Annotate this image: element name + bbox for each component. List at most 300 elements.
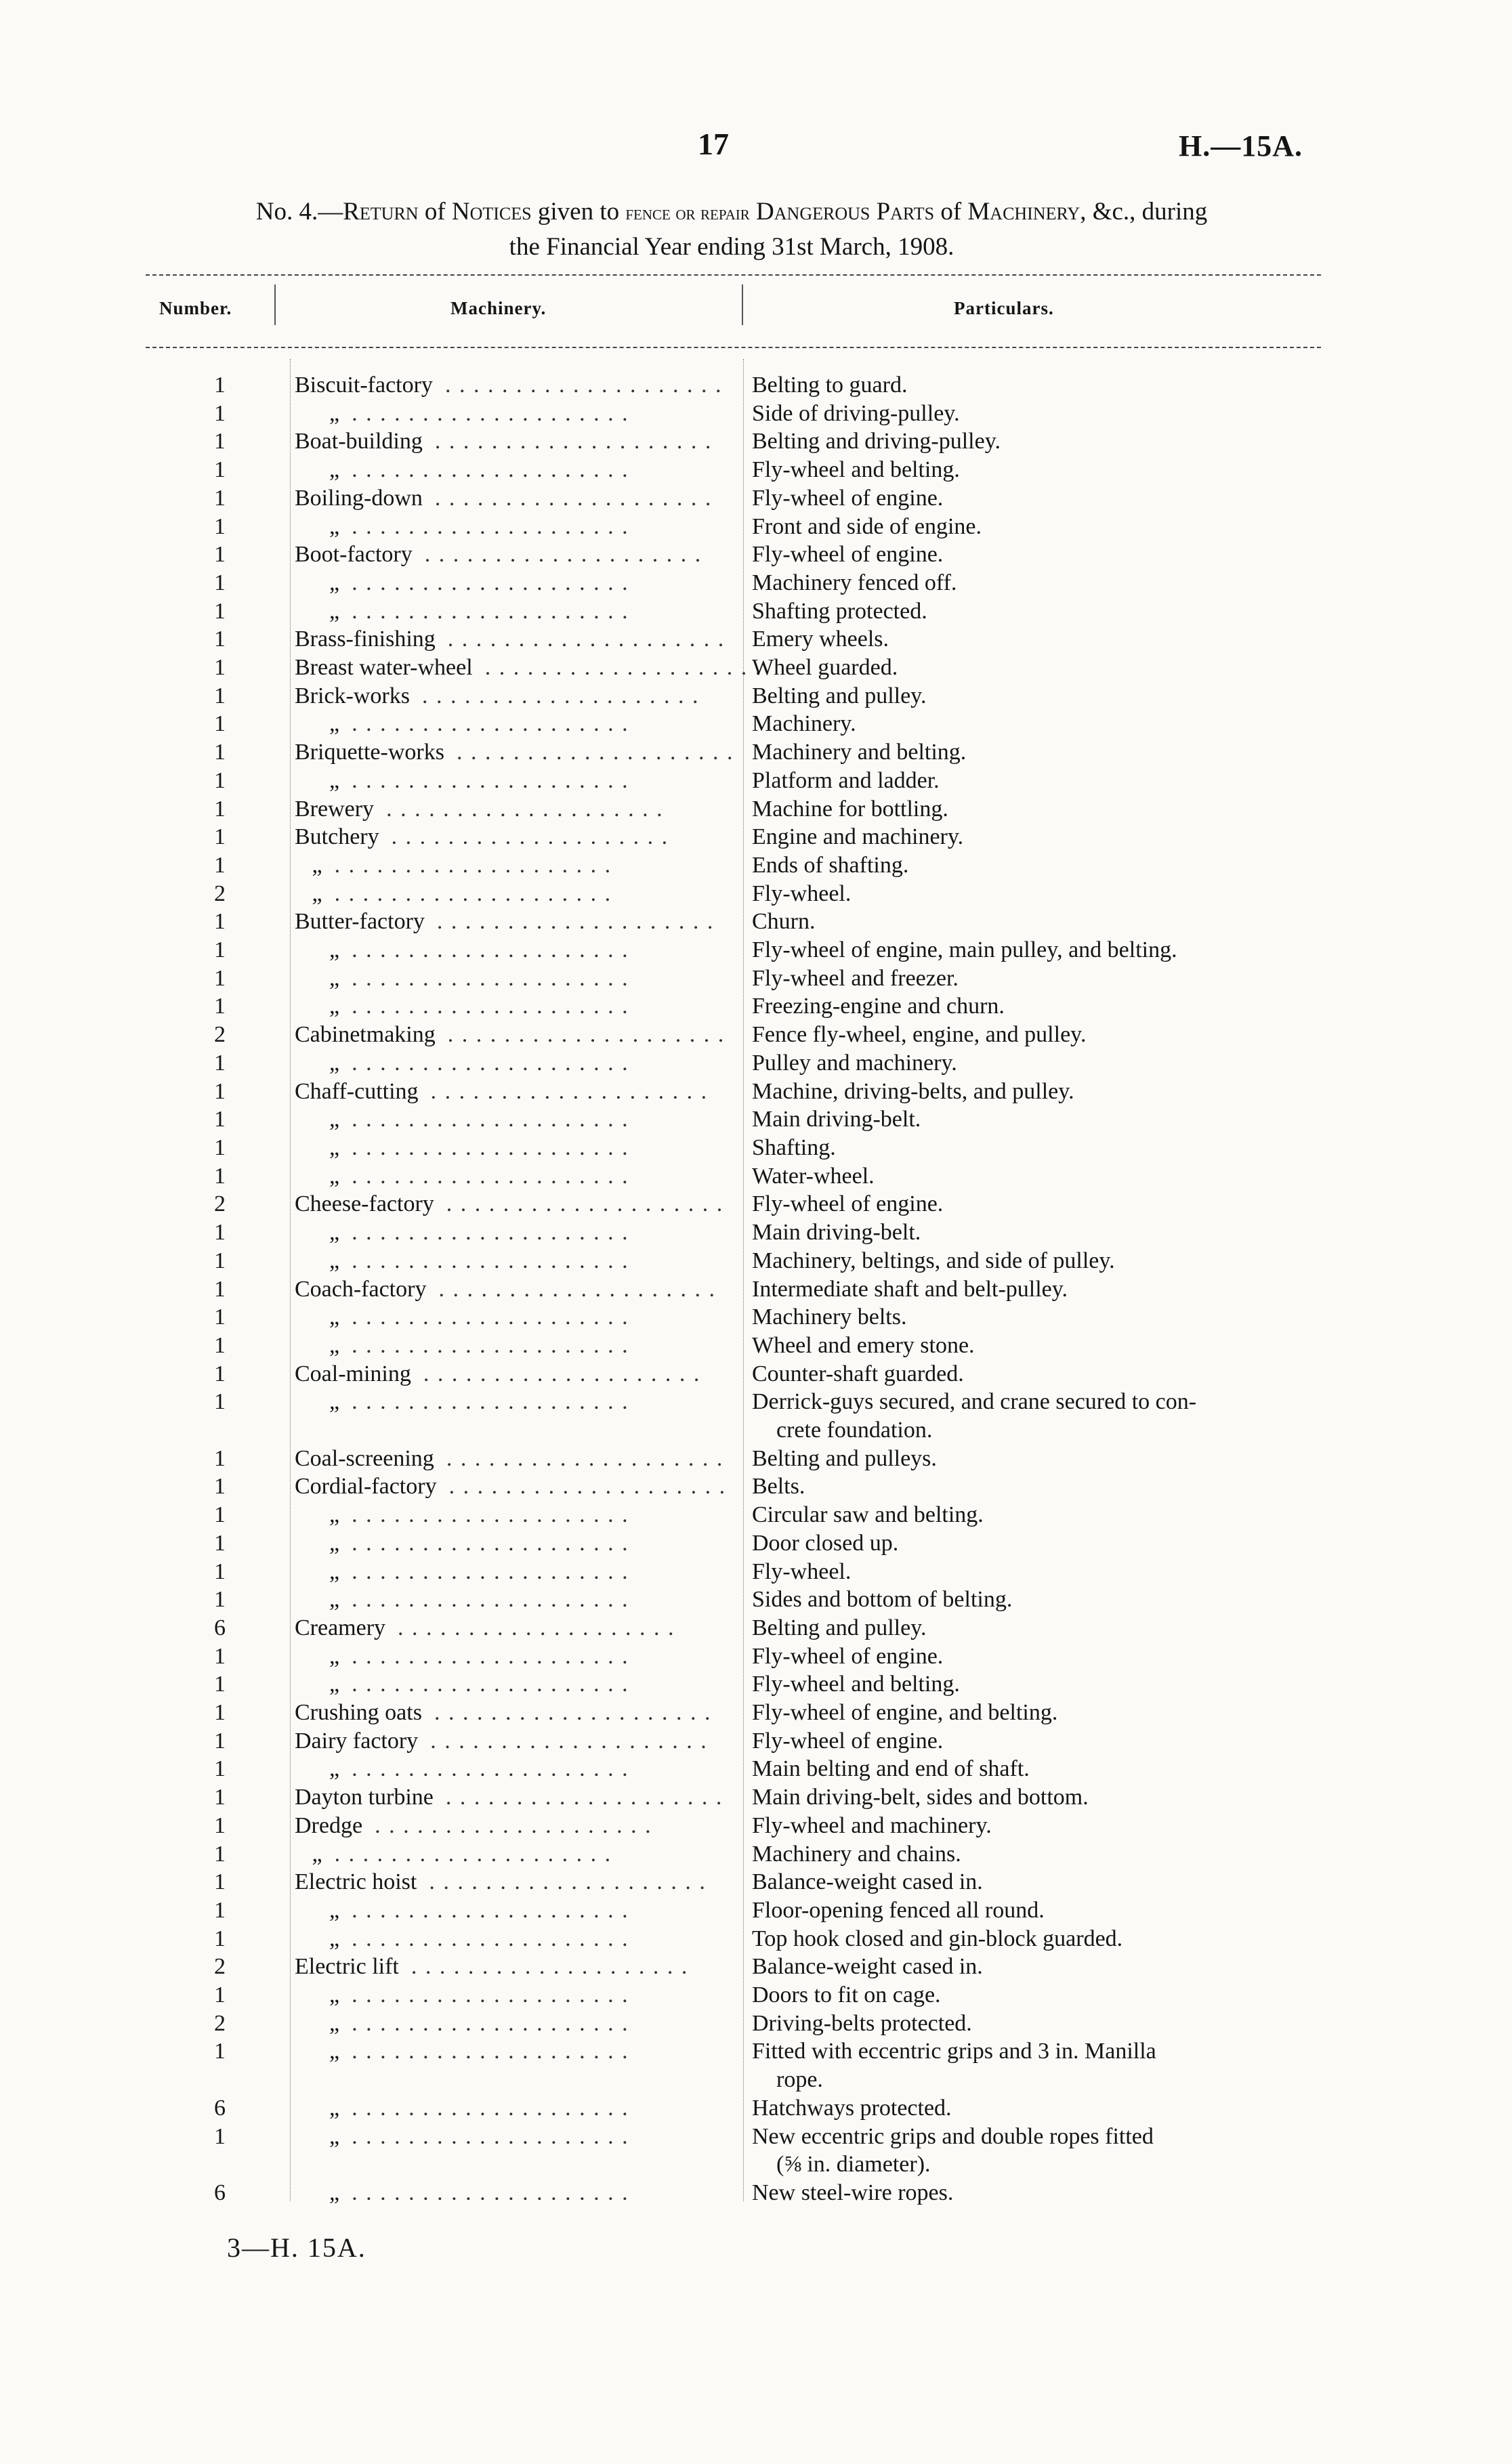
machinery-label: Biscuit-factory bbox=[295, 373, 433, 398]
table-row bbox=[0, 795, 1512, 824]
row-particulars bbox=[752, 484, 1314, 513]
particulars-text: Balance-weight cased in. bbox=[752, 1869, 983, 1895]
machinery-label: Creamery bbox=[295, 1615, 386, 1640]
table-row bbox=[0, 1049, 1512, 1078]
table-row bbox=[0, 767, 1512, 795]
row-machinery bbox=[295, 1049, 728, 1078]
machinery-label: „ bbox=[295, 1389, 340, 1415]
leader-dots: . . . . . . . . . . . . . . . . . . . . bbox=[429, 1869, 707, 1895]
row-number: 1 bbox=[214, 767, 226, 793]
leader-dots: . . . . . . . . . . . . . . . . . . . . bbox=[424, 542, 702, 568]
row-particulars bbox=[752, 1727, 1314, 1756]
leader-dots: . . . . . . . . . . . . . . . . . . . . bbox=[434, 429, 713, 454]
leader-dots: . . . . . . . . . . . . . . . . . . . . bbox=[430, 1728, 708, 1754]
particulars-text: Ends of shafting. bbox=[752, 852, 909, 878]
row-machinery bbox=[295, 540, 728, 569]
title-part bbox=[750, 198, 756, 226]
leader-dots: . . . . . . . . . . . . . . . . . . . . bbox=[352, 1982, 629, 2008]
row-machinery bbox=[295, 823, 728, 851]
row-number: 1 bbox=[214, 1107, 226, 1132]
row-particulars bbox=[752, 1953, 1314, 1981]
row-particulars bbox=[752, 456, 1314, 484]
machinery-label: „ bbox=[295, 711, 340, 737]
row-particulars bbox=[752, 1783, 1314, 1812]
machinery-label: Coal-mining bbox=[295, 1361, 411, 1386]
machinery-label: Electric hoist bbox=[295, 1869, 417, 1895]
machinery-label: „ bbox=[295, 1332, 340, 1358]
title-part: Notices bbox=[451, 198, 532, 226]
machinery-label: „ bbox=[295, 1530, 340, 1556]
row-particulars bbox=[752, 1078, 1314, 1106]
table-row bbox=[0, 1303, 1512, 1332]
row-particulars bbox=[752, 2179, 1314, 2207]
document-reference: H.—15A. bbox=[1179, 129, 1303, 163]
row-machinery bbox=[295, 484, 728, 513]
row-number: 1 bbox=[214, 994, 226, 1019]
row-particulars bbox=[752, 371, 1314, 400]
row-machinery bbox=[295, 992, 728, 1021]
row-machinery bbox=[295, 1586, 728, 1614]
particulars-text: Fly-wheel of engine. bbox=[752, 542, 944, 568]
particulars-text: Fly-wheel of engine, main pulley, and belting. bbox=[752, 937, 1177, 963]
leader-dots: . . . . . . . . . . . . . . . . . . . . bbox=[352, 2095, 629, 2121]
row-machinery bbox=[295, 371, 728, 400]
particulars-text: Derrick-guys secured, and crane secured to con- bbox=[752, 1389, 1197, 1415]
machinery-label: Cabinetmaking bbox=[295, 1022, 436, 1048]
machinery-label: „ bbox=[295, 1107, 340, 1132]
particulars-text: Main belting and end of shaft. bbox=[752, 1756, 1030, 1782]
machinery-label: „ bbox=[295, 1756, 340, 1782]
machinery-label: Electric lift bbox=[295, 1954, 399, 1980]
row-particulars bbox=[752, 1021, 1314, 1049]
table-row bbox=[0, 1925, 1512, 1953]
particulars-text: Water-wheel. bbox=[752, 1163, 875, 1189]
row-machinery bbox=[295, 1388, 728, 1416]
row-number: 2 bbox=[214, 2010, 226, 2036]
leader-dots: . . . . . . . . . . . . . . . . . . . . bbox=[334, 1841, 612, 1867]
particulars-text: Balance-weight cased in. bbox=[752, 1954, 983, 1980]
table-row bbox=[0, 851, 1512, 880]
particulars-text: Main driving-belt. bbox=[752, 1220, 921, 1246]
row-particulars bbox=[752, 1190, 1314, 1218]
row-machinery bbox=[295, 2094, 728, 2123]
row-particulars bbox=[752, 1134, 1314, 1162]
leader-dots: . . . . . . . . . . . . . . . . . . . . bbox=[436, 909, 715, 935]
row-number: 1 bbox=[214, 400, 226, 426]
particulars-text: Platform and ladder. bbox=[752, 767, 940, 793]
leader-dots: . . . . . . . . . . . . . . . . . . . . bbox=[352, 1389, 629, 1415]
leader-dots: . . . . . . . . . . . . . . . . . . . . bbox=[352, 570, 629, 595]
row-number: 1 bbox=[214, 513, 226, 539]
machinery-label: „ bbox=[295, 1502, 340, 1528]
table-row bbox=[0, 908, 1512, 936]
particulars-text: Freezing-engine and churn. bbox=[752, 994, 1005, 1019]
column-divider bbox=[274, 284, 276, 325]
row-machinery bbox=[295, 1840, 728, 1869]
row-particulars bbox=[752, 710, 1314, 738]
table-row bbox=[0, 1981, 1512, 2010]
row-particulars bbox=[752, 1558, 1314, 1586]
title-part: of bbox=[934, 198, 968, 226]
machinery-label: Dredge bbox=[295, 1812, 363, 1838]
table-row bbox=[0, 1105, 1512, 1134]
leader-dots: . . . . . . . . . . . . . . . . . . . . bbox=[484, 655, 763, 681]
leader-dots: . . . . . . . . . . . . . . . . . . . . bbox=[448, 1474, 727, 1500]
leader-dots: . . . . . . . . . . . . . . . . . . . . bbox=[352, 711, 629, 737]
leader-dots: . . . . . . . . . . . . . . . . . . . . bbox=[352, 2180, 629, 2205]
row-number: 6 bbox=[214, 2095, 226, 2121]
particulars-text: Machine, driving-belts, and pulley. bbox=[752, 1078, 1074, 1104]
leader-dots: . . . . . . . . . . . . . . . . . . . . bbox=[447, 1022, 726, 1048]
particulars-text: Fly-wheel. bbox=[752, 880, 852, 906]
table-row bbox=[0, 540, 1512, 569]
machinery-label: Crushing oats bbox=[295, 1700, 422, 1726]
row-particulars bbox=[752, 1755, 1314, 1783]
row-particulars bbox=[752, 767, 1314, 795]
table-header-rule bbox=[146, 347, 1321, 348]
particulars-text: Shafting protected. bbox=[752, 598, 927, 624]
machinery-label: „ bbox=[295, 994, 340, 1019]
particulars-continuation: rope. bbox=[776, 2067, 823, 2093]
row-number: 1 bbox=[214, 1332, 226, 1358]
table-row bbox=[0, 1472, 1512, 1501]
leader-dots: . . . . . . . . . . . . . . . . . . . . bbox=[386, 796, 664, 822]
row-number: 1 bbox=[214, 1812, 226, 1838]
particulars-text: Machinery and chains. bbox=[752, 1841, 961, 1867]
machinery-label: „ bbox=[295, 2039, 340, 2064]
row-machinery bbox=[295, 1868, 728, 1896]
title-prefix: No. 4.— bbox=[255, 198, 343, 226]
table-row bbox=[0, 1021, 1512, 1049]
title-part: , &c., during bbox=[1080, 198, 1208, 226]
table-row bbox=[0, 569, 1512, 597]
machinery-label: „ bbox=[295, 880, 322, 906]
particulars-text: Belting to guard. bbox=[752, 373, 908, 398]
row-machinery bbox=[295, 1529, 728, 1558]
table-row bbox=[0, 1134, 1512, 1162]
particulars-text: Side of driving-pulley. bbox=[752, 400, 960, 426]
table-row bbox=[0, 1388, 1512, 1444]
table-row bbox=[0, 625, 1512, 654]
row-number: 1 bbox=[214, 1445, 226, 1471]
particulars-text: Fitted with eccentric grips and 3 in. Manilla bbox=[752, 2039, 1156, 2064]
row-machinery bbox=[295, 1247, 728, 1275]
row-machinery bbox=[295, 1078, 728, 1106]
row-machinery bbox=[295, 1670, 728, 1699]
row-number: 1 bbox=[214, 1587, 226, 1613]
row-machinery bbox=[295, 1332, 728, 1360]
row-machinery bbox=[295, 936, 728, 964]
leader-dots: . . . . . . . . . . . . . . . . . . . . bbox=[438, 1276, 716, 1302]
row-number: 1 bbox=[214, 1897, 226, 1923]
machinery-label: „ bbox=[295, 1841, 322, 1867]
row-number: 1 bbox=[214, 1530, 226, 1556]
leader-dots: . . . . . . . . . . . . . . . . . . . . bbox=[352, 937, 629, 963]
particulars-text: Belting and pulleys. bbox=[752, 1445, 937, 1471]
row-number: 1 bbox=[214, 711, 226, 737]
row-number: 1 bbox=[214, 1276, 226, 1302]
machinery-label: „ bbox=[295, 1558, 340, 1584]
page-number: 17 bbox=[698, 127, 729, 161]
machinery-label: Butchery bbox=[295, 824, 379, 850]
table-row bbox=[0, 1275, 1512, 1304]
row-number: 1 bbox=[214, 1134, 226, 1160]
particulars-text: Intermediate shaft and belt-pulley. bbox=[752, 1276, 1068, 1302]
row-particulars bbox=[752, 427, 1314, 456]
row-particulars bbox=[752, 1275, 1314, 1304]
row-number: 1 bbox=[214, 1841, 226, 1867]
particulars-text: Floor-opening fenced all round. bbox=[752, 1897, 1045, 1923]
table-row bbox=[0, 1755, 1512, 1783]
table-row bbox=[0, 400, 1512, 428]
table-row bbox=[0, 1727, 1512, 1756]
table-row bbox=[0, 371, 1512, 400]
leader-dots: . . . . . . . . . . . . . . . . . . . . bbox=[447, 626, 726, 652]
particulars-text: Doors to fit on cage. bbox=[752, 1982, 941, 2008]
leader-dots: . . . . . . . . . . . . . . . . . . . . bbox=[352, 1672, 629, 1697]
table-row bbox=[0, 1162, 1512, 1191]
leader-dots: . . . . . . . . . . . . . . . . . . . . bbox=[352, 1587, 629, 1613]
row-machinery bbox=[295, 456, 728, 484]
row-number: 1 bbox=[214, 1304, 226, 1330]
particulars-text: Fly-wheel of engine. bbox=[752, 1728, 944, 1754]
particulars-text: Top hook closed and gin-block guarded. bbox=[752, 1926, 1123, 1951]
leader-dots: . . . . . . . . . . . . . . . . . . . . bbox=[352, 2123, 629, 2149]
particulars-text: Shafting. bbox=[752, 1134, 836, 1160]
machinery-label: „ bbox=[295, 457, 340, 483]
leader-dots: . . . . . . . . . . . . . . . . . . . . bbox=[434, 485, 713, 511]
row-number: 1 bbox=[214, 1700, 226, 1726]
machinery-label: Chaff-cutting bbox=[295, 1078, 419, 1104]
table-row bbox=[0, 1840, 1512, 1869]
machinery-label: Coach-factory bbox=[295, 1276, 427, 1302]
row-particulars bbox=[752, 540, 1314, 569]
table-row bbox=[0, 1670, 1512, 1699]
row-machinery bbox=[295, 1699, 728, 1727]
machinery-label: „ bbox=[295, 2095, 340, 2121]
row-machinery bbox=[295, 1360, 728, 1388]
row-machinery bbox=[295, 795, 728, 824]
row-number: 1 bbox=[214, 1502, 226, 1528]
row-particulars bbox=[752, 1218, 1314, 1247]
machinery-label: „ bbox=[295, 1926, 340, 1951]
particulars-text: Wheel guarded. bbox=[752, 655, 898, 681]
leader-dots: . . . . . . . . . . . . . . . . . . . . bbox=[352, 1304, 629, 1330]
particulars-text: Belting and pulley. bbox=[752, 1615, 927, 1640]
particulars-text: Driving-belts protected. bbox=[752, 2010, 972, 2036]
particulars-text: Fly-wheel. bbox=[752, 1558, 852, 1584]
row-number: 1 bbox=[214, 1643, 226, 1669]
machinery-label: „ bbox=[295, 1982, 340, 2008]
table-row bbox=[0, 964, 1512, 993]
machinery-label: „ bbox=[295, 1050, 340, 1076]
table-row bbox=[0, 710, 1512, 738]
machinery-label: Brick-works bbox=[295, 683, 410, 708]
row-particulars bbox=[752, 1614, 1314, 1642]
leader-dots: . . . . . . . . . . . . . . . . . . . . bbox=[430, 1078, 709, 1104]
leader-dots: . . . . . . . . . . . . . . . . . . . . bbox=[352, 994, 629, 1019]
row-number: 1 bbox=[214, 2039, 226, 2064]
leader-dots: . . . . . . . . . . . . . . . . . . . . bbox=[411, 1954, 689, 1980]
row-number: 1 bbox=[214, 542, 226, 568]
row-number: 1 bbox=[214, 1474, 226, 1500]
row-machinery bbox=[295, 1445, 728, 1473]
row-particulars bbox=[752, 964, 1314, 993]
column-divider bbox=[742, 284, 743, 325]
row-machinery bbox=[295, 1303, 728, 1332]
row-machinery bbox=[295, 1783, 728, 1812]
table-row bbox=[0, 936, 1512, 964]
row-particulars bbox=[752, 1840, 1314, 1869]
machinery-label: Cordial-factory bbox=[295, 1474, 437, 1500]
notices-table bbox=[0, 371, 1512, 2207]
row-particulars bbox=[752, 1472, 1314, 1501]
leader-dots: . . . . . . . . . . . . . . . . . . . . bbox=[352, 1530, 629, 1556]
row-particulars bbox=[752, 1529, 1314, 1558]
table-row bbox=[0, 1247, 1512, 1275]
row-number: 1 bbox=[214, 457, 226, 483]
row-particulars bbox=[752, 1896, 1314, 1925]
leader-dots: . . . . . . . . . . . . . . . . . . . . bbox=[423, 1361, 701, 1386]
table-row bbox=[0, 738, 1512, 767]
machinery-label: „ bbox=[295, 1672, 340, 1697]
leader-dots: . . . . . . . . . . . . . . . . . . . . bbox=[352, 1897, 629, 1923]
particulars-text: Emery wheels. bbox=[752, 626, 889, 652]
row-particulars bbox=[752, 738, 1314, 767]
machinery-label: „ bbox=[295, 570, 340, 595]
column-header-machinery: Machinery. bbox=[450, 298, 547, 318]
particulars-text: Fly-wheel of engine. bbox=[752, 1191, 944, 1217]
machinery-label: „ bbox=[295, 2123, 340, 2149]
particulars-text: Fly-wheel and freezer. bbox=[752, 965, 959, 991]
row-number: 1 bbox=[214, 1926, 226, 1951]
row-particulars bbox=[752, 513, 1314, 541]
leader-dots: . . . . . . . . . . . . . . . . . . . . bbox=[352, 1248, 629, 1273]
particulars-text: Engine and machinery. bbox=[752, 824, 964, 850]
row-particulars bbox=[752, 654, 1314, 682]
row-machinery bbox=[295, 851, 728, 880]
particulars-text: Main driving-belt. bbox=[752, 1107, 921, 1132]
leader-dots: . . . . . . . . . . . . . . . . . . . . bbox=[352, 513, 629, 539]
row-machinery bbox=[295, 1558, 728, 1586]
table-row bbox=[0, 992, 1512, 1021]
table-row bbox=[0, 1360, 1512, 1388]
title-part: fence or repair bbox=[625, 202, 750, 224]
particulars-text: Belting and driving-pulley. bbox=[752, 429, 1001, 454]
table-row bbox=[0, 823, 1512, 851]
leader-dots: . . . . . . . . . . . . . . . . . . . . bbox=[352, 598, 629, 624]
row-particulars bbox=[752, 2123, 1314, 2179]
table-row bbox=[0, 1896, 1512, 1925]
particulars-text: Sides and bottom of belting. bbox=[752, 1587, 1013, 1613]
row-machinery bbox=[295, 1614, 728, 1642]
row-particulars bbox=[752, 1105, 1314, 1134]
leader-dots: . . . . . . . . . . . . . . . . . . . . bbox=[444, 373, 723, 398]
row-number: 1 bbox=[214, 796, 226, 822]
machinery-label: „ bbox=[295, 1897, 340, 1923]
table-row bbox=[0, 2094, 1512, 2123]
row-number: 1 bbox=[214, 626, 226, 652]
row-machinery bbox=[295, 2179, 728, 2207]
particulars-text: Fly-wheel of engine, and belting. bbox=[752, 1700, 1058, 1726]
row-machinery bbox=[295, 1472, 728, 1501]
row-number: 1 bbox=[214, 1248, 226, 1273]
row-particulars bbox=[752, 1247, 1314, 1275]
page-title bbox=[135, 195, 1328, 264]
particulars-text: Fly-wheel of engine. bbox=[752, 485, 944, 511]
particulars-text: Fence fly-wheel, engine, and pulley. bbox=[752, 1022, 1087, 1048]
title-part: of bbox=[418, 198, 452, 226]
machinery-label: „ bbox=[295, 1587, 340, 1613]
machinery-label: Brewery bbox=[295, 796, 375, 822]
row-number: 1 bbox=[214, 485, 226, 511]
machinery-label: Cheese-factory bbox=[295, 1191, 434, 1217]
row-machinery bbox=[295, 1501, 728, 1529]
table-row bbox=[0, 484, 1512, 513]
leader-dots: . . . . . . . . . . . . . . . . . . . . bbox=[352, 1558, 629, 1584]
row-number: 6 bbox=[214, 1615, 226, 1640]
table-row bbox=[0, 1868, 1512, 1896]
row-number: 1 bbox=[214, 1672, 226, 1697]
row-machinery bbox=[295, 1812, 728, 1840]
row-particulars bbox=[752, 569, 1314, 597]
title-part: Machinery bbox=[967, 198, 1080, 226]
leader-dots: . . . . . . . . . . . . . . . . . . . . bbox=[334, 880, 612, 906]
leader-dots: . . . . . . . . . . . . . . . . . . . . bbox=[352, 1107, 629, 1132]
table-row bbox=[0, 456, 1512, 484]
title-line-2: the Financial Year ending 31st March, 1908. bbox=[509, 233, 954, 261]
leader-dots: . . . . . . . . . . . . . . . . . . . . bbox=[352, 1163, 629, 1189]
machinery-label: Boot-factory bbox=[295, 542, 413, 568]
machinery-label: Breast water-wheel bbox=[295, 655, 473, 681]
row-number: 1 bbox=[214, 1982, 226, 2008]
row-machinery bbox=[295, 1755, 728, 1783]
row-number: 1 bbox=[214, 1756, 226, 1782]
row-machinery bbox=[295, 1021, 728, 1049]
leader-dots: . . . . . . . . . . . . . . . . . . . . bbox=[352, 457, 629, 483]
row-particulars bbox=[752, 1925, 1314, 1953]
leader-dots: . . . . . . . . . . . . . . . . . . . . bbox=[352, 1756, 629, 1782]
leader-dots: . . . . . . . . . . . . . . . . . . . . bbox=[352, 1643, 629, 1669]
row-number: 1 bbox=[214, 1728, 226, 1754]
table-row bbox=[0, 1953, 1512, 1981]
machinery-label: „ bbox=[295, 2010, 340, 2036]
row-number: 1 bbox=[214, 1050, 226, 1076]
row-number: 2 bbox=[214, 1954, 226, 1980]
machinery-label: Briquette-works bbox=[295, 740, 444, 765]
row-particulars bbox=[752, 597, 1314, 626]
table-row bbox=[0, 1332, 1512, 1360]
leader-dots: . . . . . . . . . . . . . . . . . . . . bbox=[352, 2039, 629, 2064]
row-number: 1 bbox=[214, 1361, 226, 1386]
table-row bbox=[0, 2123, 1512, 2179]
row-number: 1 bbox=[214, 740, 226, 765]
leader-dots: . . . . . . . . . . . . . . . . . . . . bbox=[352, 2010, 629, 2036]
table-row bbox=[0, 1614, 1512, 1642]
title-part: given to bbox=[531, 198, 626, 226]
row-number: 1 bbox=[214, 937, 226, 963]
row-number: 1 bbox=[214, 429, 226, 454]
row-machinery bbox=[295, 1727, 728, 1756]
particulars-text: Circular saw and belting. bbox=[752, 1502, 984, 1528]
row-machinery bbox=[295, 1896, 728, 1925]
row-particulars bbox=[752, 936, 1314, 964]
machinery-label: Dayton turbine bbox=[295, 1785, 434, 1810]
row-number: 6 bbox=[214, 2180, 226, 2205]
row-particulars bbox=[752, 682, 1314, 710]
row-machinery bbox=[295, 1642, 728, 1671]
row-particulars bbox=[752, 2037, 1314, 2094]
